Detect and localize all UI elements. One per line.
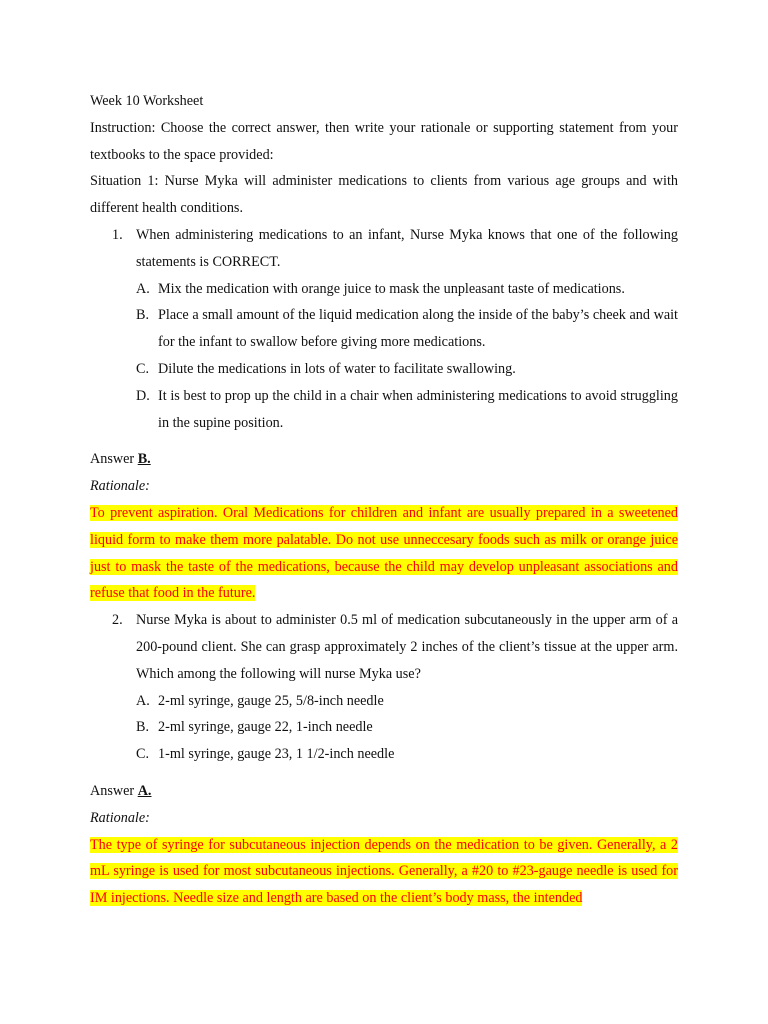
option-text: Place a small amount of the liquid medication along the inside of the baby’s cheek and wait for the infant to swallow before giving more medications. [158, 307, 678, 351]
option-text: 2-ml syringe, gauge 25, 5/8-inch needle [158, 692, 384, 709]
question-1-option-c [90, 356, 678, 383]
worksheet-page [90, 88, 678, 912]
rationale-highlight: To prevent aspiration. Oral Medications for children and infant are usually prepared in a sweetened liquid form to make them more palatable. Do not use unneccesary foods such as milk or orange juice just to mask the taste of the medications, because the child may develop unpleasant associations and refuse that food in the future. [90, 504, 678, 602]
answer-prefix: Answer [90, 451, 135, 468]
question-text: When administering medications to an infant, Nurse Myka knows that one of the following statements is CORRECT. [136, 226, 678, 270]
option-text: 2-ml syringe, gauge 22, 1-inch needle [158, 719, 373, 736]
option-text: Dilute the medications in lots of water to facilitate swallowing. [158, 360, 516, 377]
question-2-option-a [90, 688, 678, 715]
question-2-option-c [90, 741, 678, 768]
question-1-answer [90, 446, 678, 473]
option-letter: B. [136, 307, 150, 324]
question-2 [90, 607, 678, 912]
rationale-label: Rationale: [90, 478, 150, 495]
question-1-stem [90, 222, 678, 276]
question-2-answer [90, 778, 678, 805]
option-letter: A. [136, 280, 150, 297]
rationale-highlight: The type of syringe for subcutaneous injection depends on the medication to be given. Generally, a 2 mL syringe is used for most subcutaneous injections. Generally, a #20 to #23-gauge needle is used for IM injections. Needle size and length are based on the client’s body mass, the intended [90, 836, 678, 907]
answer-letter: B. [137, 451, 151, 468]
instruction-text: Instruction: Choose the correct answer, then write your rationale or supporting statement from your textbooks to the space provided: [90, 119, 678, 163]
worksheet-title: Week 10 Worksheet [90, 93, 204, 109]
question-number: 2. [112, 612, 123, 629]
answer-prefix: Answer [90, 782, 135, 799]
option-letter: A. [136, 692, 150, 709]
option-letter: D. [136, 387, 150, 404]
answer-letter: A. [137, 782, 152, 799]
question-1-rationale [90, 500, 678, 607]
question-1-option-b [90, 302, 678, 356]
question-text: Nurse Myka is about to administer 0.5 ml of medication subcutaneously in the upper arm of a 200-pound client. She can grasp approximately 2 inches of the client’s tissue at the upper arm. Which among the following will nurse Myka use? [136, 612, 678, 682]
question-2-rationale [90, 832, 678, 912]
rationale-label: Rationale: [90, 809, 150, 826]
question-1-option-a [90, 276, 678, 303]
option-text: It is best to prop up the child in a chair when administering medications to avoid struggling in the supine position. [158, 387, 678, 431]
situation-text: Situation 1: Nurse Myka will administer medications to clients from various age groups and with different health conditions. [90, 173, 678, 217]
question-2-option-b [90, 714, 678, 741]
option-text: 1-ml syringe, gauge 23, 1 1/2-inch needle [158, 746, 395, 763]
question-2-stem [90, 607, 678, 687]
option-letter: C. [136, 746, 150, 763]
question-1-option-d [90, 383, 678, 437]
question-number: 1. [112, 226, 123, 243]
option-letter: C. [136, 360, 150, 377]
option-letter: B. [136, 719, 150, 736]
question-1 [90, 222, 678, 607]
option-text: Mix the medication with orange juice to mask the unpleasant taste of medications. [158, 280, 625, 297]
